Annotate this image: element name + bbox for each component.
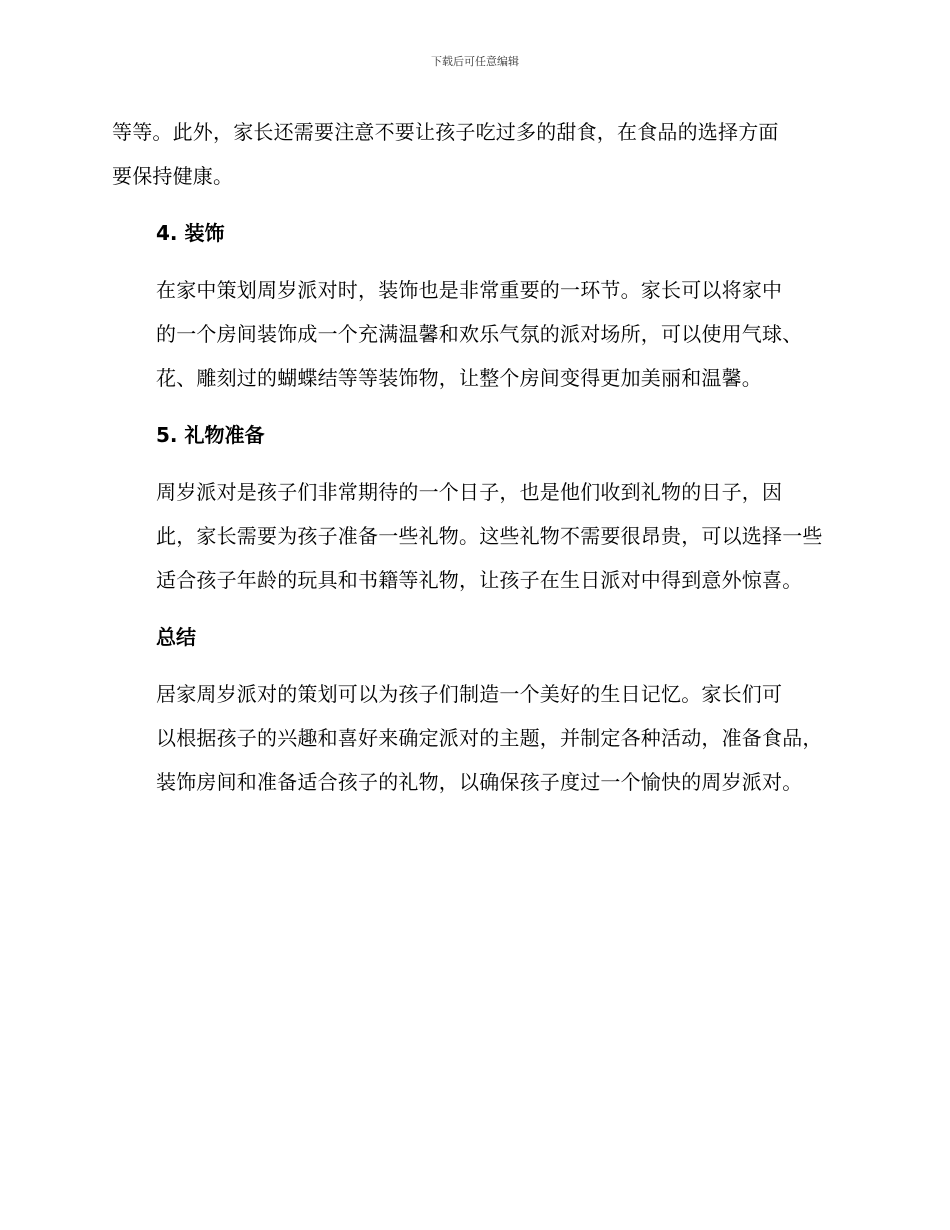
text-line: 的一个房间装饰成一个充满温馨和欢乐气氛的派对场所，可以使用气球、	[156, 322, 803, 346]
text-line: 居家周岁派对的策划可以为孩子们制造一个美好的生日记忆。家长们可	[156, 682, 783, 706]
text-line: 周岁派对是孩子们非常期待的一个日子，也是他们收到礼物的日子，因	[156, 480, 783, 504]
text-line: 等等。此外，家长还需要注意不要让孩子吃过多的甜食，在食品的选择方面	[112, 120, 779, 144]
text-line: 适合孩子年龄的玩具和书籍等礼物，让孩子在生日派对中得到意外惊喜。	[156, 568, 803, 592]
text-line: 在家中策划周岁派对时，装饰也是非常重要的一环节。家长可以将家中	[156, 278, 783, 302]
text-line: 装饰房间和准备适合孩子的礼物，以确保孩子度过一个愉快的周岁派对。	[156, 770, 803, 794]
text-line: 以根据孩子的兴趣和喜好来确定派对的主题，并制定各种活动，准备食品，	[156, 726, 823, 750]
paragraph-decoration	[112, 268, 830, 400]
heading-decoration: 4. 装饰	[156, 221, 225, 245]
text-line: 此，家长需要为孩子准备一些礼物。这些礼物不需要很昂贵，可以选择一些	[156, 524, 823, 548]
paragraph-summary	[112, 672, 830, 804]
heading-summary: 总结	[156, 625, 196, 649]
document-body	[112, 110, 830, 804]
paragraph-gift-preparation	[112, 470, 830, 602]
heading-gift-preparation: 5. 礼物准备	[156, 423, 265, 447]
text-line: 要保持健康。	[112, 164, 234, 188]
paragraph-food-continued	[112, 110, 830, 198]
page-header: 下载后可任意编辑	[431, 55, 519, 68]
text-line: 花、雕刻过的蝴蝶结等等装饰物，让整个房间变得更加美丽和温馨。	[156, 366, 762, 390]
